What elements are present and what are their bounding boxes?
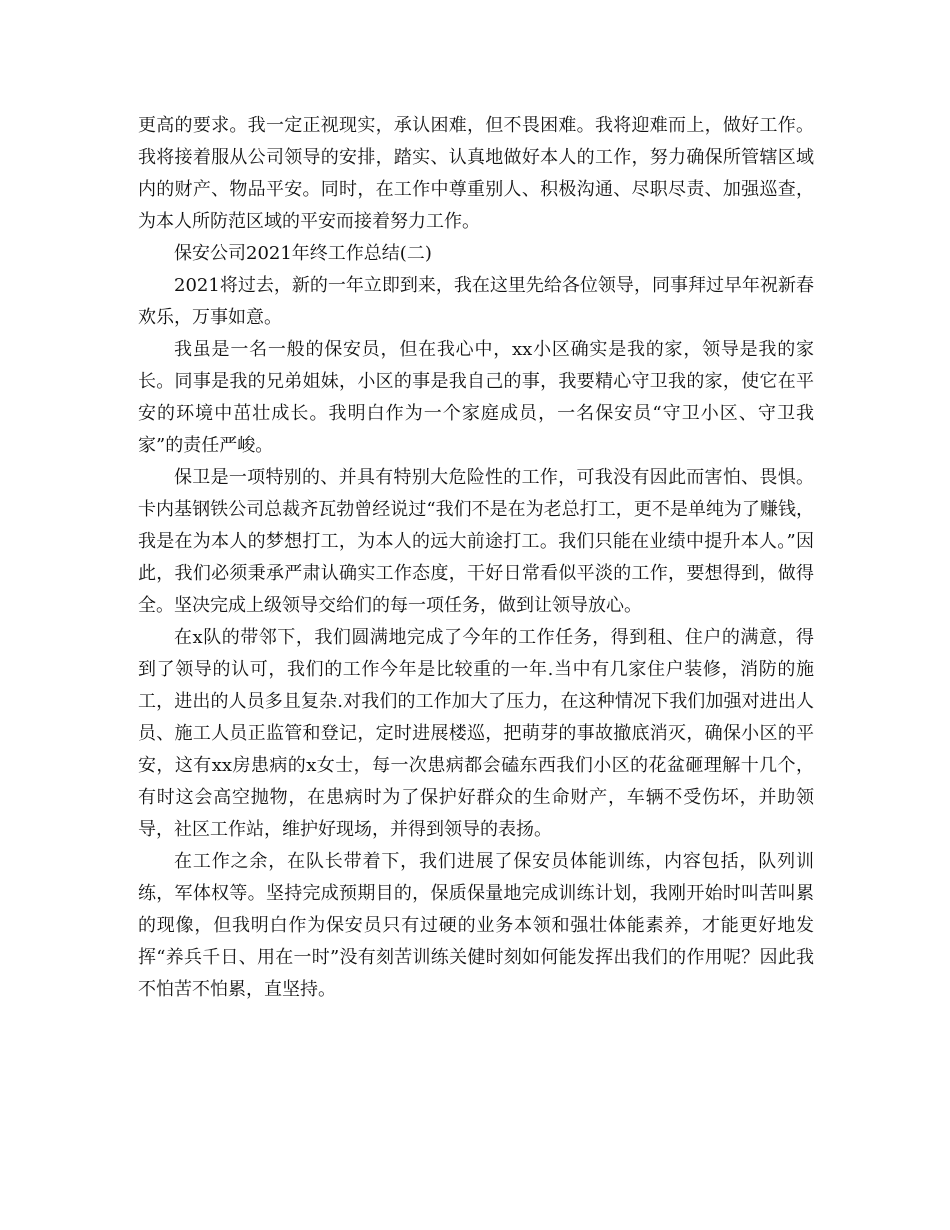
paragraph: 保卫是一项特别的、并具有特别大危险性的工作，可我没有因此而害怕、畏惧。卡内基钢铁公司总裁齐瓦勃曾经说过“我们不是在为老总打工，更不是单纯为了赚钱，我是在为本人的梦想打工，为本人的远大前途打工。我们只能在业绩中提升本人。”因此，我们必须秉承严肃认确实工作态度，干好日常看似平淡的工作，要想得到，做得全。坚决完成上级领导交给们的每一项任务，做到让领导放心。 <box>138 467 814 616</box>
paragraph: 在工作之余，在队长带着下，我们进展了保安员体能训练，内容包括，队列训练，军体权等。坚持完成预期目的，保质保量地完成训练计划，我刚开始时叫苦叫累的现像，但我明白作为保安员只有过硬的业务本领和强壮体能素养，才能更好地发挥“养兵千日、用在一时”没有刻苦训练关健时刻如何能发挥出我们的作用呢？因此我不怕苦不怕累，直坚持。 <box>138 851 814 1000</box>
paragraph-continuation: 更高的要求。我一定正视现实，承认困难，但不畏困难。我将迎难而上，做好工作。我将接着服从公司领导的安排，踏实、认真地做好本人的工作，努力确保所管辖区域内的财产、物品平安。同时，在工作中尊重别人、积极沟通、尽职尽责、加强巡查，为本人所防范区域的平安而接着努力工作。 <box>138 115 814 232</box>
paragraph: 我虽是一名一般的保安员，但在我心中，xx小区确实是我的家，领导是我的家长。同事是我的兄弟姐妹，小区的事是我自己的事，我要精心守卫我的家，使它在平安的环境中茁壮成长。我明白作为一个家庭成员，一名保安员“守卫小区、守卫我家”的责任严峻。 <box>138 339 814 456</box>
paragraph: 2021将过去，新的一年立即到来，我在这里先给各位领导，同事拜过早年祝新春欢乐，万事如意。 <box>138 275 814 328</box>
document-page <box>138 110 814 1006</box>
paragraph: 在x队的带邻下，我们圆满地完成了今年的工作任务，得到租、住户的满意，得到了领导的认可，我们的工作今年是比较重的一年.当中有几家住户装修，消防的施工，进出的人员多且复杂.对我们的工作加大了压力，在这种情况下我们加强对进出人员、施工人员正监管和登记，定时进展楼巡，把萌芽的事故撤底消灭，确保小区的平安，这有xx房患病的x女士，每一次患病都会磕东西我们小区的花盆砸理解十几个，有时这会高空抛物，在患病时为了保护好群众的生命财产，车辆不受伤坏，并助领导，社区工作站，维护好现场，并得到领导的表扬。 <box>138 627 814 840</box>
section-heading: 保安公司2021年终工作总结(二) <box>174 243 432 264</box>
